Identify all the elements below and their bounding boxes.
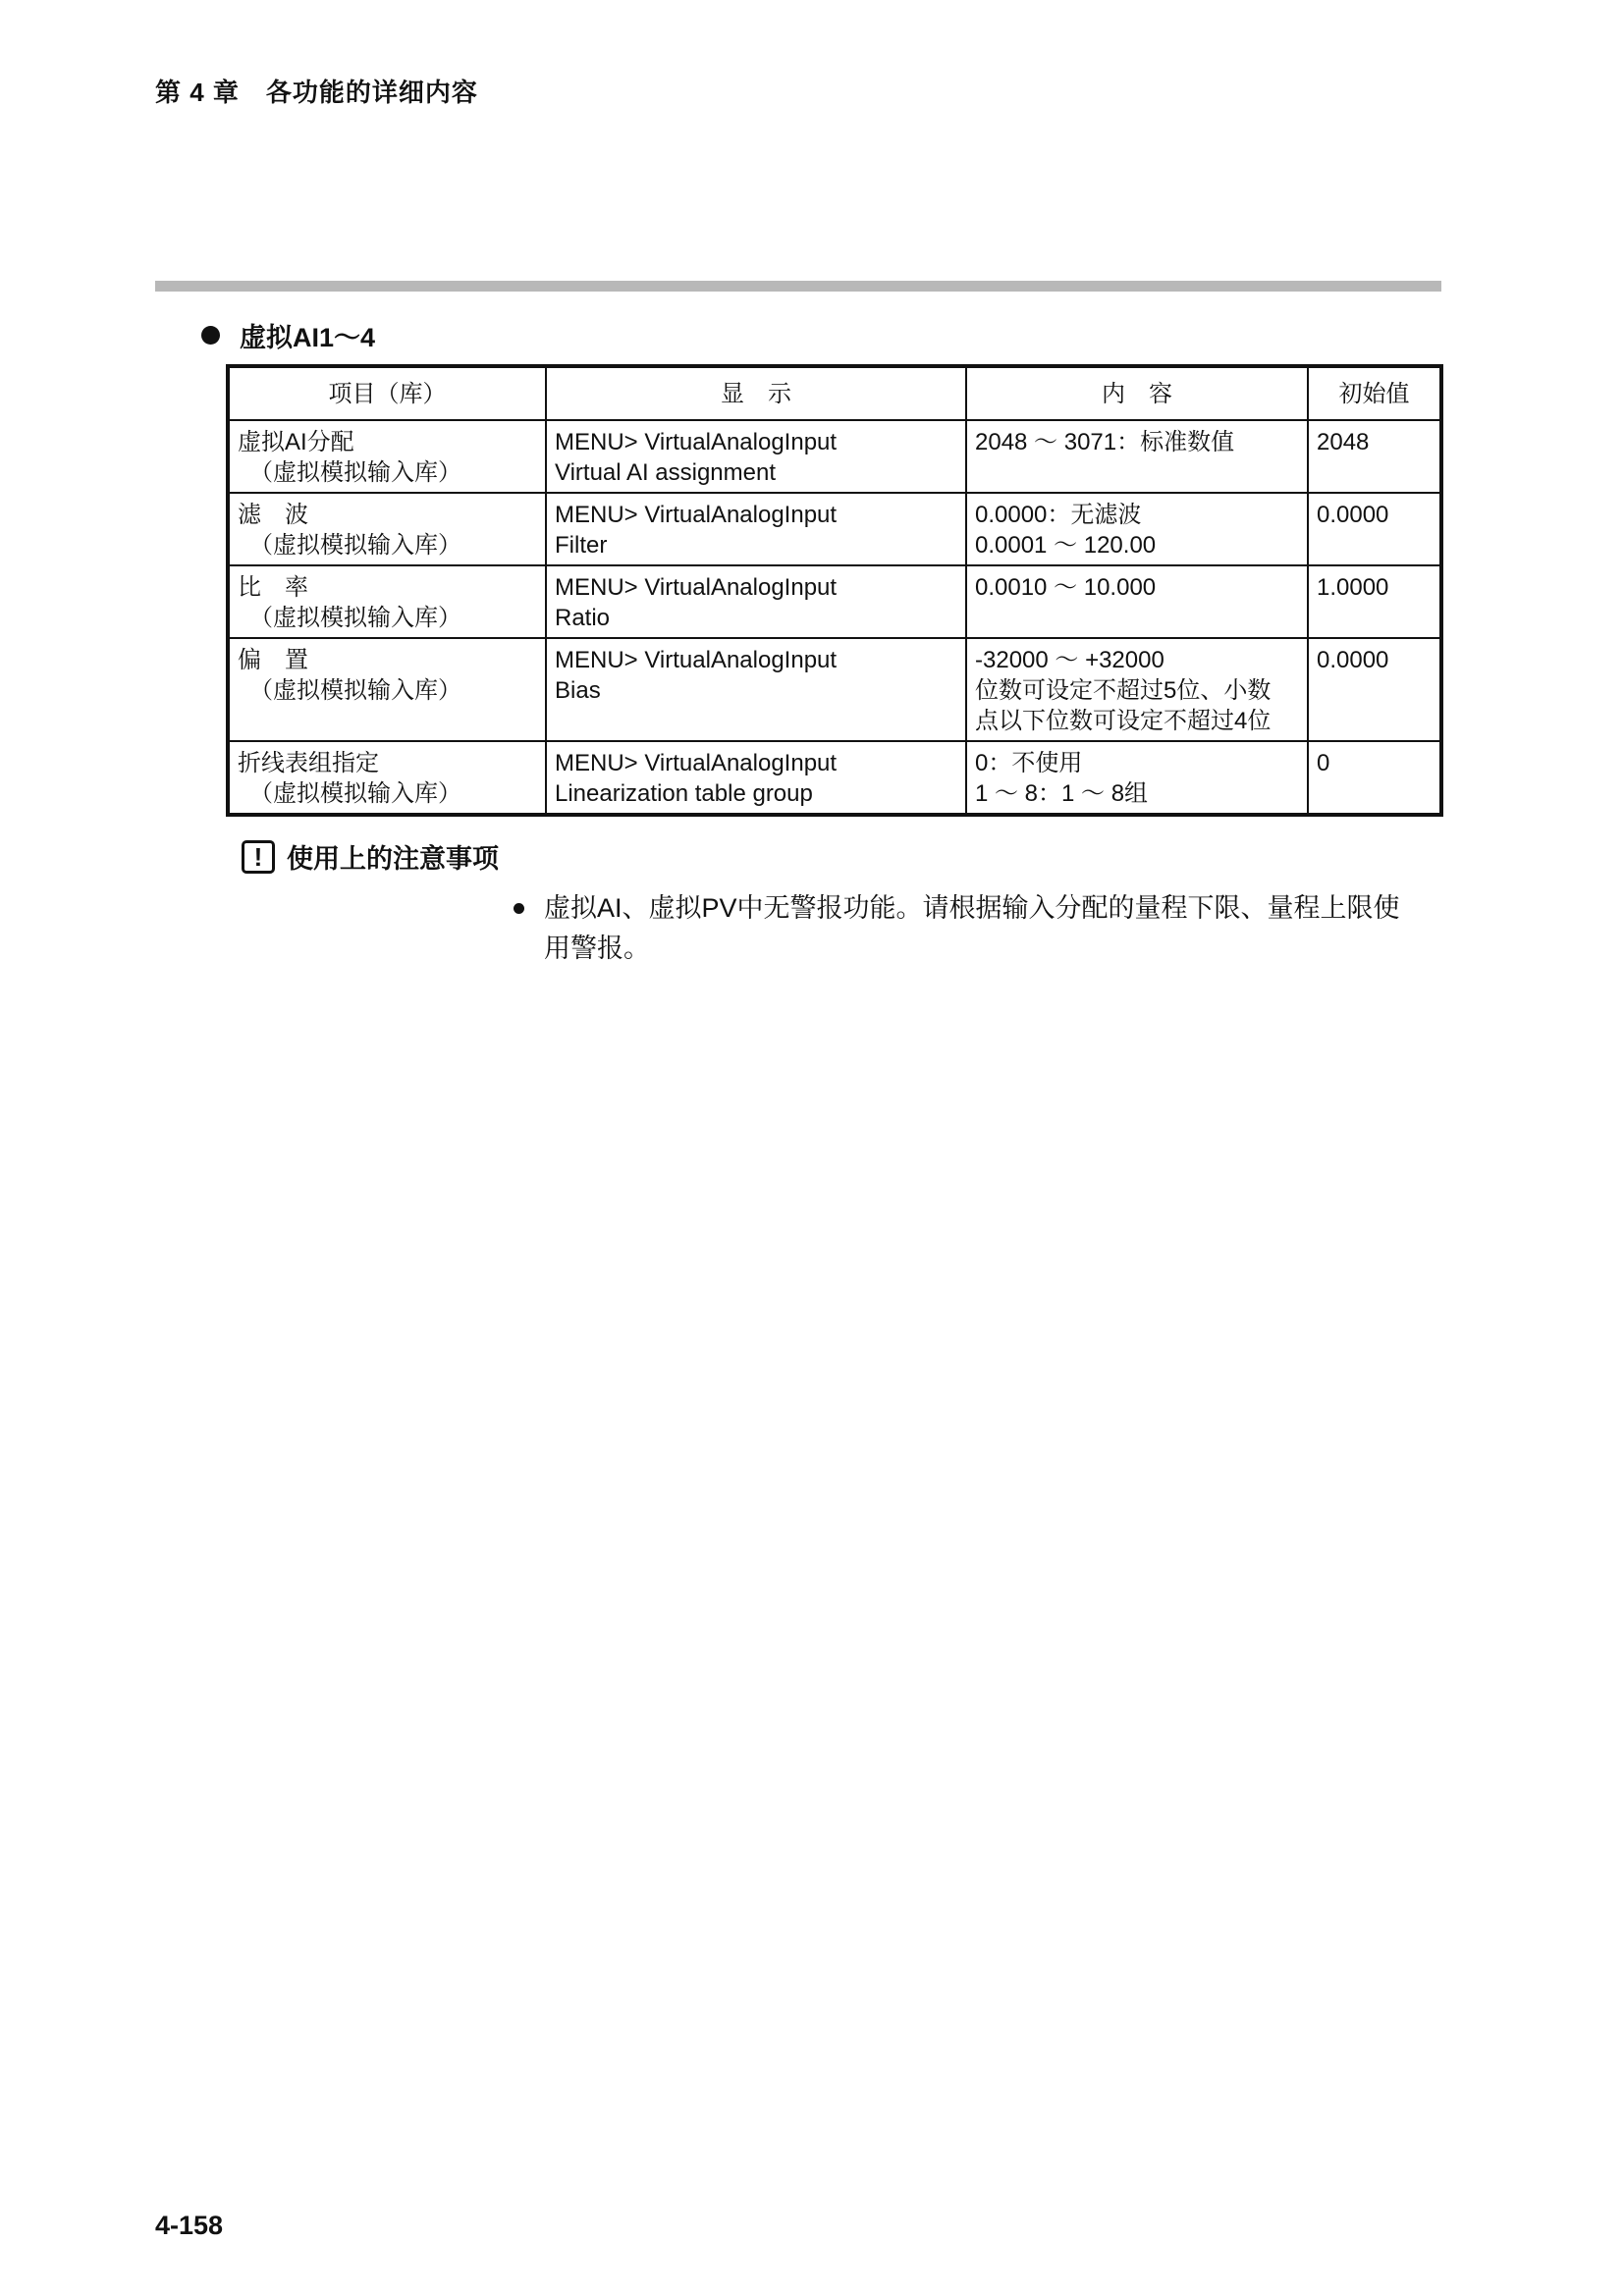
display-menu: MENU> VirtualAnalogInput xyxy=(555,750,838,776)
content-line: 点以下位数可设定不超过4位 xyxy=(975,708,1272,734)
item-bank: （虚拟模拟输入库） xyxy=(249,605,461,631)
bullet-icon xyxy=(201,326,220,345)
display-name: Bias xyxy=(555,677,601,704)
table-row xyxy=(228,565,1441,638)
table-row xyxy=(228,638,1441,741)
section-divider xyxy=(155,281,1441,292)
cell-initial: 0.0000 xyxy=(1308,493,1441,565)
caution-heading xyxy=(242,837,499,876)
table-row xyxy=(228,493,1441,565)
content-line: -32000 ～ +32000 xyxy=(975,647,1164,673)
cell-display xyxy=(546,638,966,741)
cell-display xyxy=(546,565,966,638)
caution-line: 虚拟AI、虚拟PV中无警报功能。请根据输入分配的量程下限、量程上限使 xyxy=(544,893,1400,923)
display-menu: MENU> VirtualAnalogInput xyxy=(555,574,838,601)
header-display: 显 示 xyxy=(546,366,966,420)
cell-item xyxy=(228,638,546,741)
cell-display xyxy=(546,741,966,815)
table-row xyxy=(228,741,1441,815)
cell-content xyxy=(966,565,1308,638)
header-content: 内 容 xyxy=(966,366,1308,420)
cell-item xyxy=(228,565,546,638)
cell-initial: 0.0000 xyxy=(1308,638,1441,741)
display-menu: MENU> VirtualAnalogInput xyxy=(555,502,838,528)
item-bank: （虚拟模拟输入库） xyxy=(249,532,461,559)
item-name: 偏 置 xyxy=(238,647,308,673)
chapter-header: 第 4 章 各功能的详细内容 xyxy=(155,78,478,107)
item-name: 折线表组指定 xyxy=(238,750,379,776)
cell-initial: 0 xyxy=(1308,741,1441,815)
cell-item xyxy=(228,741,546,815)
bullet-icon xyxy=(514,903,524,914)
content-line: 位数可设定不超过5位、小数 xyxy=(975,677,1272,704)
cell-content xyxy=(966,420,1308,493)
item-bank: （虚拟模拟输入库） xyxy=(249,780,461,807)
parameter-table xyxy=(226,364,1443,817)
item-bank: （虚拟模拟输入库） xyxy=(249,459,461,486)
header-item: 项目（库） xyxy=(228,366,546,420)
caution-title: 使用上的注意事项 xyxy=(287,844,499,874)
display-name: Linearization table group xyxy=(555,780,813,807)
cell-content xyxy=(966,493,1308,565)
cell-initial: 2048 xyxy=(1308,420,1441,493)
cell-display xyxy=(546,420,966,493)
cell-item xyxy=(228,493,546,565)
cell-content xyxy=(966,638,1308,741)
table-header-row xyxy=(228,366,1441,420)
content-line: 0.0010 ～ 10.000 xyxy=(975,574,1157,601)
item-name: 比 率 xyxy=(238,574,308,601)
display-menu: MENU> VirtualAnalogInput xyxy=(555,429,838,455)
cell-item xyxy=(228,420,546,493)
caution-line: 用警报。 xyxy=(544,934,650,963)
section-heading xyxy=(201,316,375,354)
display-name: Filter xyxy=(555,532,608,559)
cell-display xyxy=(546,493,966,565)
cell-initial: 1.0000 xyxy=(1308,565,1441,638)
exclamation-box-icon: ! xyxy=(242,840,275,874)
content-line: 1 ～ 8：1 ～ 8组 xyxy=(975,780,1149,807)
display-name: Virtual AI assignment xyxy=(555,459,777,486)
cell-content xyxy=(966,741,1308,815)
caution-text xyxy=(544,888,1400,969)
display-name: Ratio xyxy=(555,605,611,631)
table-row xyxy=(228,420,1441,493)
header-initial: 初始值 xyxy=(1308,366,1441,420)
page-number: 4-158 xyxy=(155,2211,224,2240)
section-title: 虚拟AI1～4 xyxy=(240,323,376,352)
item-name: 虚拟AI分配 xyxy=(238,429,354,455)
content-line: 0.0001 ～ 120.00 xyxy=(975,532,1157,559)
item-name: 滤 波 xyxy=(238,502,308,528)
caution-note xyxy=(514,888,1441,969)
display-menu: MENU> VirtualAnalogInput xyxy=(555,647,838,673)
content-line: 0：不使用 xyxy=(975,750,1083,776)
content-line: 2048 ～ 3071：标准数值 xyxy=(975,429,1235,455)
item-bank: （虚拟模拟输入库） xyxy=(249,677,461,704)
content-line: 0.0000：无滤波 xyxy=(975,502,1142,528)
